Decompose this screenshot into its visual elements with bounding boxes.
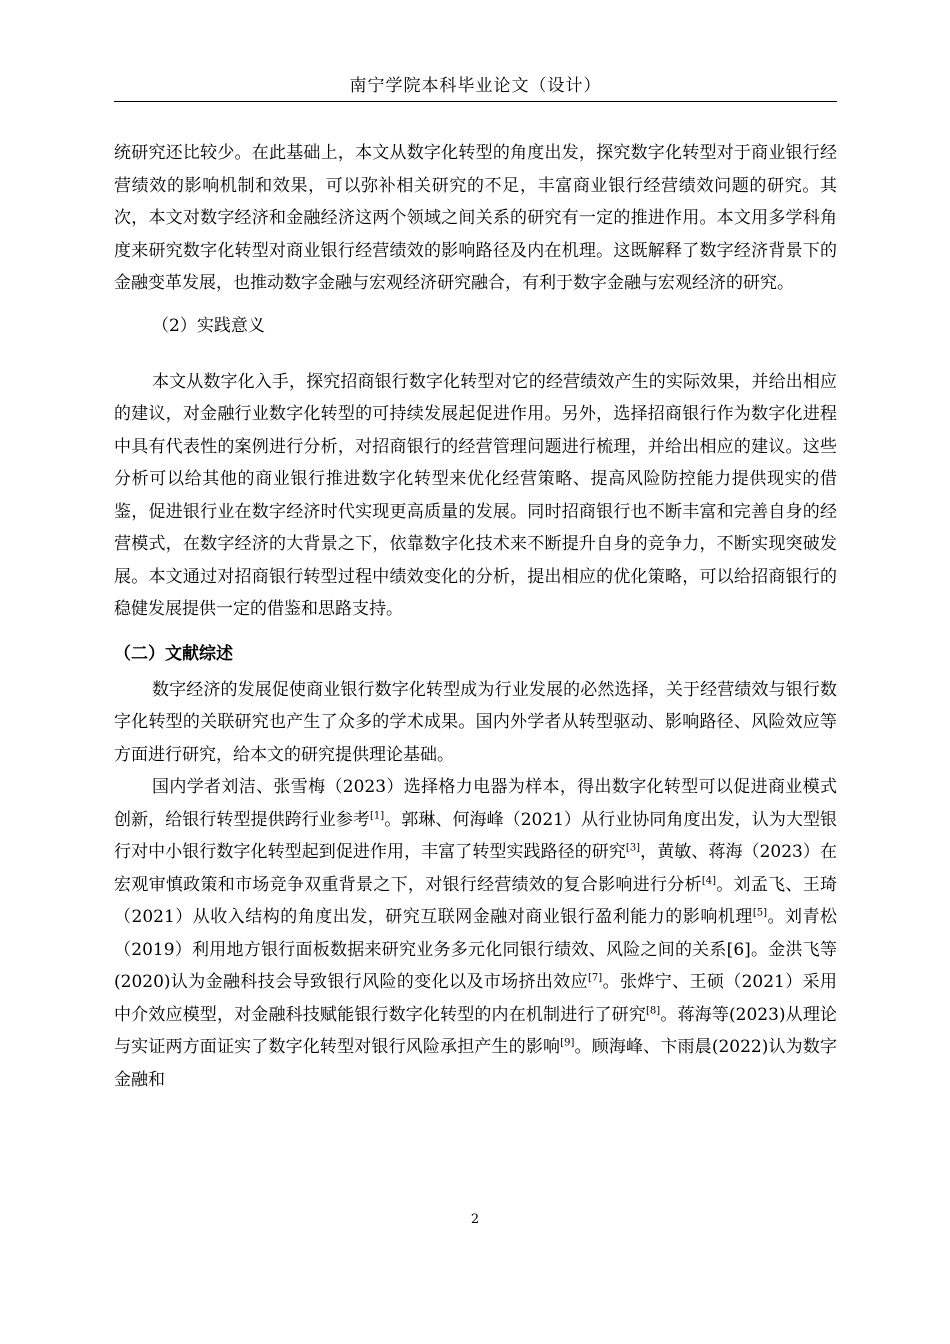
text-run: 国内学者刘洁、张雪梅（2023）选择格力电器为样本，得出数字化转型可以促进商业模式创新，给银行转型提供跨行业参考: [114, 777, 837, 830]
body-text: [114, 137, 837, 1096]
text-run: 。刘青松（2019）利用地方银行面板数据来研究业务多元化同银行绩效、风险之间的关系[6]。金洪飞等(2020)认为金融科技会导致银行风险的变化以及市场挤出效应: [114, 907, 838, 992]
text-run: 。张烨宁、王硕（2021）采用中介效应模型，对金融科技赋能银行数字化转型的内在机制进行了研究: [114, 972, 838, 1025]
paragraph-domestic-literature: [114, 771, 837, 1096]
paragraph-practical-significance: 本文从数字化入手，探究招商银行数字化转型对它的经营绩效产生的实际效果，并给出相应的建议，对金融行业数字化转型的可持续发展起促进作用。另外，选择招商银行作为数字化进程中具有代表性的案例进行分析，对招商银行的经营管理问题进行梳理，并给出相应的建议。这些分析可以给其他的商业银行推进数字化转型来优化经营策略、提高风险防控能力提供现实的借鉴，促进银行业在数字经济时代实现更高质量的发展。同时招商银行也不断丰富和完善自身的经营模式，在数字经济的大背景之下，依靠数字化技术来不断提升自身的竞争力，不断实现突破发展。本文通过对招商银行转型过程中绩效变化的分析，提出相应的优化策略，可以给招商银行的稳健发展提供一定的借鉴和思路支持。: [114, 371, 837, 619]
text-run: ，黄敏、蒋海（2023）在宏观审慎政策和市场竞争双重背景之下，对银行经营绩效的复合影响进行分析: [114, 842, 837, 895]
text-run: 。刘孟飞、王琦（2021）从收入结构的角度出发，研究互联网金融对商业银行盈利能力的影响机理: [114, 874, 838, 927]
citation-ref: [5]: [752, 907, 767, 919]
citation-ref: [1]: [369, 809, 385, 821]
text-run: 。蒋海等(2023)从理论与实证两方面证实了数字化转型对银行风险承担产生的影响: [114, 1004, 838, 1057]
citation-ref: [9]: [560, 1037, 575, 1049]
running-header: 南宁学院本科毕业论文（设计）: [349, 76, 602, 96]
citation-ref: [8]: [646, 1004, 661, 1016]
paragraph-theory-significance: 统研究还比较少。在此基础上，本文从数字化转型的角度出发，探究数字化转型对于商业银行经营绩效的影响机制和效果，可以弥补相关研究的不足，丰富商业银行经营绩效问题的研究。其次，本文对数字经济和金融经济这两个领域之间关系的研究有一定的推进作用。本文用多学科角度来研究数字化转型对商业银行经营绩效的影响路径及内在机理。这既解释了数字经济背景下的金融变革发展，也推动数字金融与宏观经济研究融合，有利于数字金融与宏观经济的研究。: [114, 143, 837, 293]
citation-ref: [7]: [588, 972, 603, 984]
subheading-practical-significance: （2）实践意义: [152, 315, 265, 336]
page-number: 2: [470, 1212, 480, 1227]
text-run: 。顾海峰、卞雨晨(2022)认为数字金融和: [114, 1037, 838, 1090]
text-run: 。郭琳、何海峰（2021）从行业协同角度出发，认为大型银行对中小银行数字化转型起到促进作用，丰富了转型实践路径的研究: [114, 809, 838, 862]
citation-ref: [4]: [701, 874, 716, 886]
section-heading-literature-review: （二）文献综述: [114, 643, 233, 664]
citation-ref: [3]: [625, 842, 641, 854]
paragraph-literature-intro: 数字经济的发展促使商业银行数字化转型成为行业发展的必然选择，关于经营绩效与银行数字化转型的关联研究也产生了众多的学术成果。国内外学者从转型驱动、影响路径、风险效应等方面进行研究，给本文的研究提供理论基础。: [114, 679, 837, 765]
header-rule: [114, 101, 837, 102]
